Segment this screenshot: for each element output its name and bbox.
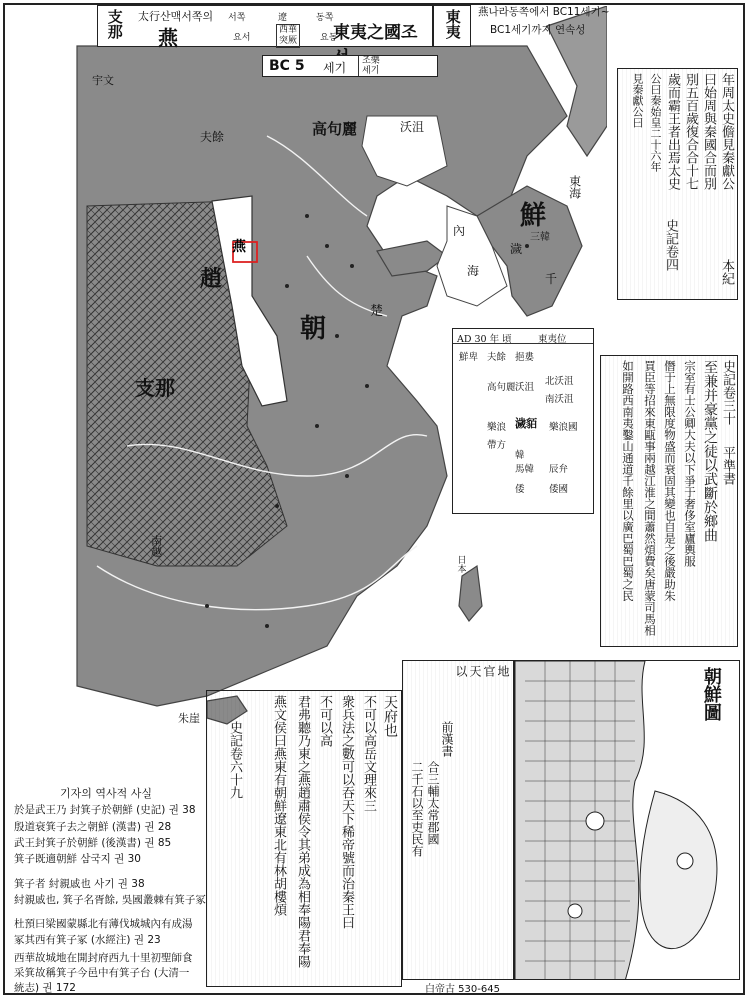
text-col: 不可以高岳文理來三 bbox=[361, 695, 376, 812]
mid-label: 史記卷六十九 bbox=[227, 721, 242, 799]
text-col: 君弗聽乃東之燕趙肅侯令其弟成為相奉陽君奉陽 bbox=[295, 695, 310, 968]
mid-header: 史記卷三十 bbox=[720, 360, 735, 425]
text-col: 歲而霸王者出焉太史 bbox=[665, 73, 680, 190]
label-yan-city: 燕 bbox=[232, 239, 246, 255]
inset-cell: 鮮卑 bbox=[459, 352, 479, 363]
bc-box-line1: 조樂 bbox=[362, 56, 380, 66]
label-ye: 濊 bbox=[510, 242, 523, 256]
text-col: 不可以高 bbox=[317, 695, 332, 747]
text-col: 天府也 bbox=[382, 695, 398, 737]
historical-map-image bbox=[514, 660, 740, 980]
inset-cell: 北沃沮 bbox=[545, 376, 574, 387]
label-samhan: 三韓 bbox=[530, 232, 550, 243]
inset-cell: 辰弁 bbox=[549, 464, 569, 475]
header-sub-east: 동쪽 bbox=[316, 13, 334, 23]
bc-unit: 세기 bbox=[323, 61, 347, 75]
label-zhuya: 朱崖 bbox=[178, 712, 200, 725]
note-line: 冢其西有箕子冢 (水經注) 권 23 bbox=[14, 934, 161, 946]
text-col: 合三輔太常郡國 bbox=[426, 761, 440, 845]
text-col: 前漢書 bbox=[440, 721, 454, 757]
text-col: 官 bbox=[482, 665, 496, 677]
text-col: 至兼并豪黨之徒以武斷於鄉曲 bbox=[702, 360, 718, 542]
inset-cell: 濊貊 bbox=[515, 417, 537, 430]
inset-title2: 東夷位 bbox=[538, 334, 567, 345]
text-col: 別五百歲復合合十七 bbox=[683, 73, 698, 190]
inset-cell: 南沃沮 bbox=[545, 394, 574, 405]
label-east-sea: 東海 bbox=[567, 175, 582, 199]
note-left: 史記卷四 bbox=[663, 219, 678, 271]
header-right-vertical: 東夷 bbox=[443, 9, 462, 39]
header-sub2-west: 요서 bbox=[233, 33, 251, 43]
text-col: 以 bbox=[454, 665, 468, 677]
note-line: 統志) 권 172 bbox=[14, 982, 76, 994]
text-col: 年周太史儋見秦獻公 bbox=[719, 73, 734, 190]
label-yuwen: 宇文 bbox=[92, 74, 114, 87]
inset-cell: 沃沮 bbox=[515, 382, 535, 393]
inset-title: AD 30 年 頃 bbox=[457, 334, 512, 345]
label-zhao: 趙 bbox=[200, 266, 223, 292]
label-japan: 日本 bbox=[455, 555, 466, 573]
text-col: 見秦獻公曰 bbox=[631, 73, 644, 128]
header-sub2-box bbox=[276, 24, 300, 48]
inset-cell: 樂浪 bbox=[487, 422, 507, 433]
text-col: 買臣等招來東甌事兩越江淮之間蕭然煩費矣唐蒙司馬相 bbox=[643, 360, 657, 636]
right-top-text-block bbox=[617, 68, 738, 300]
inset-cell: 帶方 bbox=[487, 440, 507, 451]
inset-cell: 倭 bbox=[515, 484, 525, 495]
bc-label-box bbox=[262, 55, 438, 77]
handnote-2: BC1세기까지 연속성 bbox=[490, 24, 586, 36]
label-inner-sea-2: 海 bbox=[467, 264, 480, 278]
inset-cell: 夫餘 bbox=[487, 352, 507, 363]
text-col: 地 bbox=[496, 665, 510, 677]
note-line: 紂親戚也, 箕子名胥餘, 吳國叢棘有箕子冢 bbox=[14, 894, 206, 906]
header-sub2-east: 요동 bbox=[320, 33, 338, 43]
note-line: 武王封箕子於朝鮮 (後漢書) 권 85 bbox=[14, 837, 172, 849]
header-sub-mid: 遼 bbox=[278, 13, 288, 23]
taiwan-island bbox=[459, 566, 482, 621]
header-handwritten-title: 太行산맥서쪽의 bbox=[138, 10, 214, 23]
header-sub2-box-line1: 西華 bbox=[279, 25, 298, 35]
label-chu: 楚 bbox=[370, 304, 384, 319]
note-line: 殷道衰箕子去之朝鮮 (漢書) 권 28 bbox=[14, 821, 172, 833]
header-sub-west: 서쪽 bbox=[228, 13, 246, 23]
text-col: 二千石以至吏民有 bbox=[410, 761, 424, 857]
page-note: 白帝古 530-645 bbox=[425, 984, 500, 995]
inset-cell: 倭國 bbox=[549, 484, 569, 495]
header-sub2-box-line2: 突厥 bbox=[279, 36, 298, 46]
map-title: 朝鮮圖 bbox=[700, 667, 722, 721]
bottom-right-text-block bbox=[402, 660, 514, 980]
text-col: 衆兵法之數可以吞天下稀帝號而治秦王曰 bbox=[339, 695, 354, 929]
label-jo: 朝 bbox=[300, 314, 327, 344]
note-line: 箕子者 紂親戚也 사기 권 38 bbox=[14, 878, 145, 890]
inset-cell: 挹婁 bbox=[515, 352, 535, 363]
text-col: 僭于上無限度物盛而衰固其變也自是之後嚴助朱 bbox=[663, 360, 677, 602]
notes-title: 기자의 역사적 사실 bbox=[60, 787, 153, 800]
text-col: 公曰秦始皇二十六年 bbox=[649, 73, 662, 172]
note-right: 本紀 bbox=[719, 259, 734, 285]
inset-cell: 韓 bbox=[515, 450, 525, 461]
bc-label: BC 5 bbox=[269, 58, 305, 74]
inset-table bbox=[452, 328, 594, 514]
header-box bbox=[97, 5, 433, 50]
text-col: 曰始周與秦國合而別 bbox=[701, 73, 716, 190]
bc-box-text bbox=[358, 56, 380, 76]
text-col: 天 bbox=[468, 665, 482, 677]
label-seonbi: 鮮 bbox=[520, 201, 547, 231]
header-yan: 燕 bbox=[158, 26, 178, 50]
bottom-mid-text-block bbox=[206, 690, 402, 987]
note-line: 於是武王乃 封箕子於朝鮮 (史記) 권 38 bbox=[14, 804, 196, 816]
label-nanyue: 南越 bbox=[149, 535, 163, 557]
mid-sub: 平準書 bbox=[720, 446, 735, 485]
header-left-vertical: 支那 bbox=[105, 9, 124, 39]
right-mid-text-block bbox=[600, 355, 738, 647]
text-col: 宗室有士公卿大夫以下爭于奢侈室廬輿服 bbox=[683, 360, 697, 567]
inset-cell: 高句麗 bbox=[487, 382, 516, 393]
bc-box-line2: 세기 bbox=[362, 66, 380, 76]
inset-cell: 樂浪國 bbox=[549, 422, 578, 433]
text-col: 如開路西南夷鑿山通道千餘里以廣巴蜀巴蜀之民 bbox=[621, 360, 635, 602]
note-line: 采箕故稱箕子今邑中有箕子台 (大清一 bbox=[14, 967, 190, 979]
note-line: 西華故城地在開封府西九十里初聖師食 bbox=[14, 952, 193, 964]
label-fuyu: 夫餘 bbox=[200, 130, 225, 144]
header-east-title: 東夷之國조 bbox=[333, 23, 418, 43]
handnote-1: 燕나라동쪽에서 BC11세기~ bbox=[478, 6, 610, 18]
header-right-box bbox=[433, 5, 471, 47]
label-inner-sea: 內 bbox=[453, 224, 466, 238]
label-goguryeo: 高句麗 bbox=[312, 120, 358, 138]
label-qian-sea: 千 bbox=[545, 272, 558, 286]
label-okjeo: 沃沮 bbox=[400, 120, 425, 134]
label-shina: 支那 bbox=[135, 376, 175, 400]
note-line: 箕子既適朝鮮 삼국지 권 30 bbox=[14, 853, 141, 865]
inset-cell: 馬韓 bbox=[515, 464, 535, 475]
note-line: 杜預曰梁國蒙縣北有薄伐城城內有成湯 bbox=[14, 918, 193, 930]
text-col: 燕文侯曰燕東有朝鮮遼東北有林胡樓煩 bbox=[271, 695, 286, 916]
